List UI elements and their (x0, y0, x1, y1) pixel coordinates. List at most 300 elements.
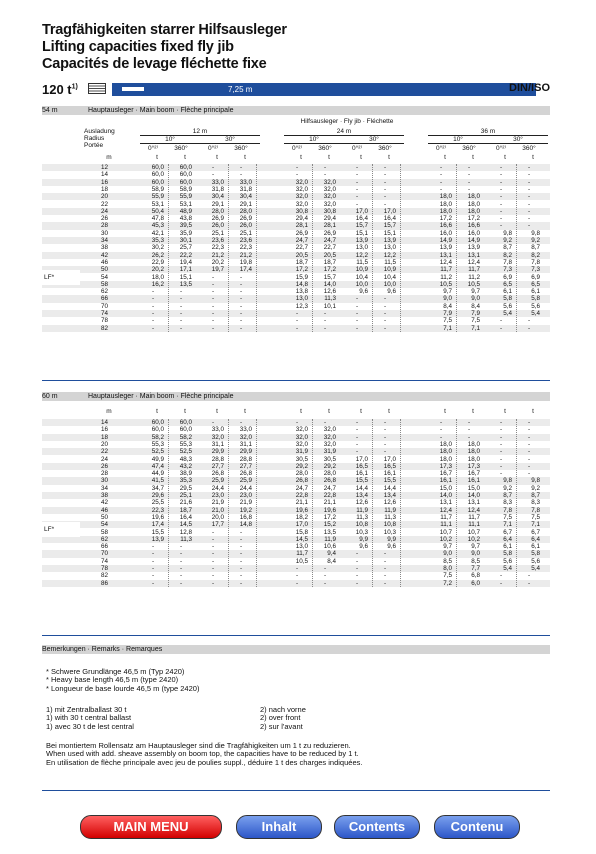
radius-cell: 38 (100, 244, 108, 252)
capacity-cell: 16,5 (383, 462, 396, 470)
capacity-cell: 8,5 (443, 557, 452, 565)
capacity-cell: 45,3 (151, 222, 164, 230)
capacity-cell: 6,1 (503, 288, 512, 296)
capacity-cell: 12,4 (467, 258, 480, 266)
capacity-cell: 16,0 (439, 229, 452, 237)
column-headers (42, 116, 550, 164)
capacity-cell: 15,0 (439, 484, 452, 492)
unit-t: t (328, 408, 330, 415)
radius-cell: 82 (100, 324, 108, 332)
unit-t: t (532, 154, 534, 161)
capacity-cell: - (239, 310, 243, 317)
capacity-cell: 26,9 (211, 215, 224, 223)
table-row (42, 230, 550, 237)
radius-cell: 14 (100, 419, 108, 426)
capacity-cell: - (439, 433, 443, 441)
capacity-cell: - (211, 550, 215, 558)
capacity-cell: 17,0 (355, 207, 368, 215)
capacity-cell: 29,1 (211, 200, 224, 208)
capacity-cell: 14,9 (439, 237, 452, 244)
capacity-cell: - (439, 178, 443, 186)
capacity-cell: 6,1 (531, 543, 540, 551)
capacity-cell: 58,9 (179, 185, 192, 193)
capacity-cell: 32,0 (295, 433, 308, 441)
capacity-cell: 16,1 (439, 477, 452, 485)
capacity-cell: 8,2 (503, 251, 512, 259)
capacity-cell: 10,9 (355, 266, 368, 274)
divider (428, 143, 548, 144)
capacity-cell: 12,6 (323, 288, 336, 296)
capacity-cell: 10,5 (439, 280, 452, 288)
capacity-cell: - (527, 171, 531, 179)
capacity-cell: - (151, 543, 155, 551)
capacity-cell: - (239, 528, 243, 536)
radius-cell: 20 (100, 440, 108, 448)
slew-angle: 360° (378, 145, 392, 152)
table-row (42, 317, 550, 324)
capacity-cell: 6,9 (531, 273, 540, 281)
capacity-cell: 5,6 (531, 557, 540, 565)
capacity-cell: 14,0 (439, 492, 452, 499)
capacity-cell: 52,5 (151, 448, 164, 456)
capacity-cell: 11,9 (356, 506, 368, 514)
capacity-cell: 9,2 (531, 237, 540, 244)
sheave-note-de: Bei montiertem Rollensatz am Hauptausleger sind die Tragfähigkeiten um 1 t zu reduzieren. (46, 741, 351, 750)
table-row (42, 463, 550, 470)
contents-button[interactable]: Contents (334, 815, 420, 839)
capacity-cell: 41,5 (151, 477, 164, 485)
capacity-cell: 9,6 (359, 543, 368, 551)
capacity-cell: - (499, 317, 503, 325)
capacity-cell: 14,5 (295, 535, 308, 543)
capacity-cell: 32,0 (239, 433, 252, 441)
column-divider (516, 164, 517, 332)
radius-cell: 22 (100, 200, 108, 208)
capacity-cell: 7,1 (531, 521, 540, 529)
capacity-cell: - (239, 295, 243, 303)
capacity-cell: 60,0 (151, 164, 164, 171)
capacity-cell: 53,1 (151, 200, 164, 208)
capacity-cell: 13,4 (355, 492, 368, 499)
capacity-cell: 11,5 (384, 258, 396, 266)
model-value: 120 t (42, 82, 72, 97)
capacity-cell: 13,1 (439, 251, 452, 259)
capacity-cell: 24,7 (295, 237, 308, 244)
capacity-cell: - (239, 419, 243, 426)
capacity-cell: - (355, 579, 359, 587)
table-row (42, 470, 550, 477)
capacity-cell: 7,3 (531, 266, 540, 274)
capacity-cell: 48,9 (179, 207, 192, 215)
capacity-cell: 9,8 (531, 229, 540, 237)
capacity-cell: 23,0 (239, 492, 252, 499)
capacity-cell: - (239, 557, 243, 565)
capacity-cell: 18,0 (439, 440, 452, 448)
table-row (42, 179, 550, 186)
slew-angle: 0°²⁾ (208, 145, 218, 152)
table-row (42, 565, 550, 572)
capacity-cell: 18,0 (467, 455, 480, 463)
capacity-cell: - (211, 302, 215, 310)
slew-angle: 360° (174, 145, 188, 152)
capacity-cell: - (151, 295, 155, 303)
capacity-cell: 13,1 (439, 499, 452, 507)
capacity-cell: - (355, 324, 359, 332)
capacity-cell: 52,5 (179, 448, 192, 456)
unit-t: t (216, 154, 218, 161)
unit-t: t (504, 408, 506, 415)
capacity-cell: 23,6 (211, 237, 224, 244)
unit-t: t (532, 408, 534, 415)
jib-length-12: 12 m (192, 128, 208, 135)
capacity-cell: - (355, 419, 359, 426)
capacity-cell: 31,1 (239, 440, 252, 448)
capacity-cell: - (323, 171, 327, 179)
capacity-cell: 17,1 (179, 266, 192, 274)
table-row (42, 266, 550, 273)
capacity-cell: 18,0 (439, 193, 452, 201)
capacity-cell: 55,3 (179, 440, 192, 448)
slew-angle: 360° (318, 145, 332, 152)
footnote-1-en: 1) with 30 t central ballast (46, 713, 132, 723)
capacity-cell: 15,8 (295, 528, 308, 536)
capacity-cell: 6,4 (531, 535, 540, 543)
counterweight-bar (112, 83, 536, 96)
capacity-cell: - (295, 572, 299, 580)
capacity-cell: - (323, 579, 327, 587)
capacity-cell: - (527, 178, 531, 186)
jib-length-24: 24 m (336, 128, 352, 135)
capacity-cell: 8,5 (471, 557, 480, 565)
capacity-cell: - (211, 295, 215, 303)
radius-cell: 42 (100, 251, 108, 259)
table-row (42, 572, 550, 579)
capacity-cell: - (527, 426, 531, 434)
capacity-cell: 47,4 (151, 462, 164, 470)
capacity-cell: 12,2 (383, 251, 396, 259)
capacity-cell: 13,0 (355, 244, 368, 252)
capacity-cell: 32,0 (295, 193, 308, 201)
capacity-cell: 16,7 (439, 470, 452, 478)
capacity-cell: 10,0 (383, 280, 396, 288)
capacity-cell: 28,1 (295, 222, 308, 230)
column-divider (312, 419, 313, 587)
capacity-cell: 15,5 (383, 477, 396, 485)
capacity-cell: 17,2 (439, 215, 452, 223)
capacity-cell: 33,0 (239, 426, 252, 434)
capacity-cell: 7,5 (503, 513, 512, 521)
column-divider (456, 164, 457, 332)
capacity-cell: 16,7 (467, 470, 480, 478)
capacity-cell: 39,5 (179, 222, 192, 230)
slew-angle: 0°²⁾ (496, 145, 506, 152)
capacity-cell: 7,5 (443, 572, 452, 580)
capacity-cell: 7,2 (443, 579, 452, 587)
section1-boom-length: 54 m (42, 107, 58, 114)
capacity-cell: 12,2 (355, 251, 368, 259)
capacity-cell: - (499, 207, 503, 215)
table-row (42, 274, 550, 281)
base-length-notes (46, 668, 199, 693)
radius-cell: 20 (100, 193, 108, 201)
capacity-cell: 30,2 (151, 244, 164, 252)
contenu-button[interactable]: Contenu (434, 815, 520, 839)
column-divider (456, 419, 457, 587)
capacity-cell: 8,7 (531, 492, 540, 499)
capacity-cell: 58,9 (151, 185, 164, 193)
capacity-cell: 16,1 (383, 470, 396, 478)
slew-angle: 0°²⁾ (148, 145, 158, 152)
capacity-cell: 22,8 (323, 492, 336, 499)
capacity-cell: - (383, 185, 387, 193)
capacity-cell: 9,2 (531, 484, 540, 492)
radius-cell: 22 (100, 448, 108, 456)
unit-t: t (360, 154, 362, 161)
unit-t: t (184, 408, 186, 415)
model-footnote: 1) (71, 83, 78, 91)
table-row (42, 164, 550, 171)
capacity-cell: 26,8 (211, 470, 224, 478)
capacity-cell: 35,3 (151, 237, 164, 244)
capacity-cell: 22,9 (151, 258, 164, 266)
table-row (42, 521, 550, 528)
capacity-cell: - (499, 324, 503, 332)
divider (284, 143, 404, 144)
capacity-cell: 9,7 (471, 288, 480, 296)
capacity-cell: 22,7 (295, 244, 308, 252)
capacity-cell: 16,5 (355, 462, 368, 470)
footnote-1-fr: 1) avec 30 t de lest central (46, 721, 134, 731)
capacity-cell: 29,4 (295, 215, 308, 223)
capacity-cell: 26,8 (295, 477, 308, 485)
unit-t: t (216, 408, 218, 415)
capacity-cell: - (179, 543, 183, 551)
capacity-cell: - (383, 440, 387, 448)
inhalt-button[interactable]: Inhalt (236, 815, 322, 839)
capacity-cell: 9,7 (443, 543, 452, 551)
model-capacity (42, 82, 78, 97)
capacity-cell: 10,2 (439, 535, 452, 543)
capacity-cell: - (211, 572, 215, 580)
capacity-cell: - (239, 565, 243, 572)
footnote-1 (46, 706, 134, 731)
slew-angle: 0°²⁾ (352, 145, 362, 152)
table-row (42, 325, 550, 332)
main-menu-button[interactable]: MAIN MENU (80, 815, 222, 839)
capacity-cell: - (383, 200, 387, 208)
slew-angle: 0°²⁾ (292, 145, 302, 152)
capacity-cell: - (211, 528, 215, 536)
capacity-cell: 5,8 (531, 550, 540, 558)
table-row (42, 514, 550, 521)
capacity-cell: 32,0 (295, 426, 308, 434)
capacity-cell: 17,4 (151, 521, 164, 529)
capacity-cell: - (295, 419, 299, 426)
capacity-cell: - (383, 193, 387, 201)
capacity-cell: - (211, 280, 215, 288)
capacity-cell: 60,0 (151, 178, 164, 186)
capacity-cell: 5,4 (503, 310, 512, 317)
capacity-cell: - (323, 164, 327, 171)
capacity-cell: 18,0 (439, 207, 452, 215)
capacity-cell: 9,0 (443, 295, 452, 303)
table-row (42, 419, 550, 426)
capacity-cell: - (323, 419, 327, 426)
capacity-cell: - (211, 579, 215, 587)
capacity-cell: 9,8 (503, 229, 512, 237)
radius-cell: 54 (100, 273, 108, 281)
ausladung-label: Ausladung (84, 128, 115, 135)
capacity-cell: 22,3 (239, 244, 252, 252)
capacity-cell: 24,4 (239, 484, 252, 492)
title-block (42, 22, 287, 73)
capacity-cell: 28,1 (323, 222, 336, 230)
capacity-cell: 8,4 (327, 557, 336, 565)
capacity-cell: - (151, 557, 155, 565)
capacity-cell: 5,6 (531, 302, 540, 310)
unit-t: t (388, 408, 390, 415)
capacity-cell: 28,0 (295, 470, 308, 478)
capacity-cell: - (499, 579, 503, 587)
capacity-cell: 15,0 (467, 484, 480, 492)
capacity-cell: 7,8 (531, 506, 540, 514)
unit-t: t (444, 408, 446, 415)
table-row (42, 303, 550, 310)
capacity-cell: 55,3 (151, 440, 164, 448)
capacity-cell: - (211, 543, 215, 551)
capacity-cell: - (527, 200, 531, 208)
capacity-cell: - (383, 426, 387, 434)
capacity-cell: 21,1 (323, 499, 336, 507)
capacity-cell: 12,8 (179, 528, 192, 536)
capacity-cell: 18,0 (467, 207, 480, 215)
capacity-cell: 48,3 (179, 455, 192, 463)
capacity-cell: 26,0 (211, 222, 224, 230)
capacity-cell: 18,2 (295, 513, 308, 521)
capacity-cell: 60,0 (151, 426, 164, 434)
capacity-cell: - (467, 433, 471, 441)
capacity-cell: 32,0 (295, 185, 308, 193)
section2-boom-length: 60 m (42, 393, 58, 400)
capacity-cell: - (499, 193, 503, 201)
capacity-cell: 31,1 (211, 440, 224, 448)
capacity-cell: 5,8 (503, 295, 512, 303)
capacity-cell: - (239, 543, 243, 551)
capacity-cell: 13,8 (295, 288, 308, 296)
capacity-cell: 31,9 (323, 448, 336, 456)
capacity-cell: - (467, 164, 471, 171)
capacity-cell: 25,1 (211, 229, 224, 237)
capacity-cell: - (527, 448, 531, 456)
slew-angle: 360° (462, 145, 476, 152)
table-row (42, 434, 550, 441)
capacity-cell: - (211, 557, 215, 565)
capacity-cell: 19,6 (323, 506, 336, 514)
capacity-cell: - (383, 419, 387, 426)
capacity-cell: 5,8 (531, 295, 540, 303)
capacity-cell: 17,3 (467, 462, 480, 470)
capacity-cell: 10,9 (383, 266, 396, 274)
capacity-cell: - (179, 317, 183, 325)
capacity-cell: 26,9 (323, 229, 336, 237)
capacity-cell: - (295, 171, 299, 179)
capacity-cell: - (527, 579, 531, 587)
capacity-cell: - (383, 178, 387, 186)
radius-cell: 34 (100, 484, 108, 492)
capacity-cell: - (355, 550, 359, 558)
capacity-cell: - (467, 178, 471, 186)
unit-t: t (300, 408, 302, 415)
capacity-cell: 26,2 (151, 251, 164, 259)
capacity-cell: 18,0 (439, 200, 452, 208)
capacity-cell: - (151, 550, 155, 558)
capacity-cell: 25,9 (239, 477, 252, 485)
capacity-cell: 16,4 (355, 215, 368, 223)
column-divider (168, 419, 169, 587)
capacity-cell: 15,9 (295, 273, 308, 281)
capacity-cell: 15,1 (355, 229, 368, 237)
section1-header (42, 106, 550, 115)
capacity-cell: - (179, 324, 183, 332)
offset-30: 30° (369, 136, 379, 143)
capacity-cell: - (355, 193, 359, 201)
capacity-cell: - (355, 171, 359, 179)
radius-cell: 66 (100, 295, 108, 303)
capacity-cell: 28,0 (323, 470, 336, 478)
capacity-cell: 10,0 (355, 280, 368, 288)
capacity-cell: 17,2 (467, 215, 480, 223)
capacity-cell: 28,0 (211, 207, 224, 215)
capacity-cell: 33,0 (239, 178, 252, 186)
capacity-cell: 7,7 (471, 565, 480, 572)
unit-t: t (156, 154, 158, 161)
capacity-cell: 30,4 (239, 193, 252, 201)
capacity-cell: 11,7 (440, 513, 452, 521)
capacity-cell: - (179, 310, 183, 317)
capacity-cell: - (355, 164, 359, 171)
capacity-cell: 32,0 (295, 178, 308, 186)
capacity-cell: - (439, 419, 443, 426)
capacity-cell: 7,8 (503, 506, 512, 514)
capacity-cell: - (211, 317, 215, 325)
capacity-cell: - (211, 273, 215, 281)
capacity-cell: 6,0 (471, 579, 480, 587)
capacity-cell: 11,7 (296, 550, 308, 558)
table-row (42, 441, 550, 448)
capacity-cell: - (383, 164, 387, 171)
capacity-cell: - (355, 440, 359, 448)
capacity-cell: - (527, 164, 531, 171)
capacity-cell: - (527, 572, 531, 580)
column-divider (372, 419, 373, 587)
capacity-cell: 5,6 (503, 302, 512, 310)
capacity-cell: 21,9 (211, 499, 224, 507)
capacity-cell: 18,0 (467, 448, 480, 456)
capacity-cell: - (239, 550, 243, 558)
capacity-cell: - (239, 280, 243, 288)
capacity-cell: 17,4 (239, 266, 252, 274)
capacity-cell: 17,0 (355, 455, 368, 463)
capacity-cell: 12,4 (467, 506, 480, 514)
capacity-cell: - (151, 310, 155, 317)
capacity-cell: 27,7 (211, 462, 224, 470)
capacity-cell: - (355, 295, 359, 303)
footnote-2-de: 2) nach vorne (260, 705, 306, 714)
capacity-cell: 7,1 (443, 324, 452, 332)
radius-cell: 26 (100, 215, 108, 223)
capacity-cell: 32,0 (323, 185, 336, 193)
capacity-cell: - (295, 164, 299, 171)
